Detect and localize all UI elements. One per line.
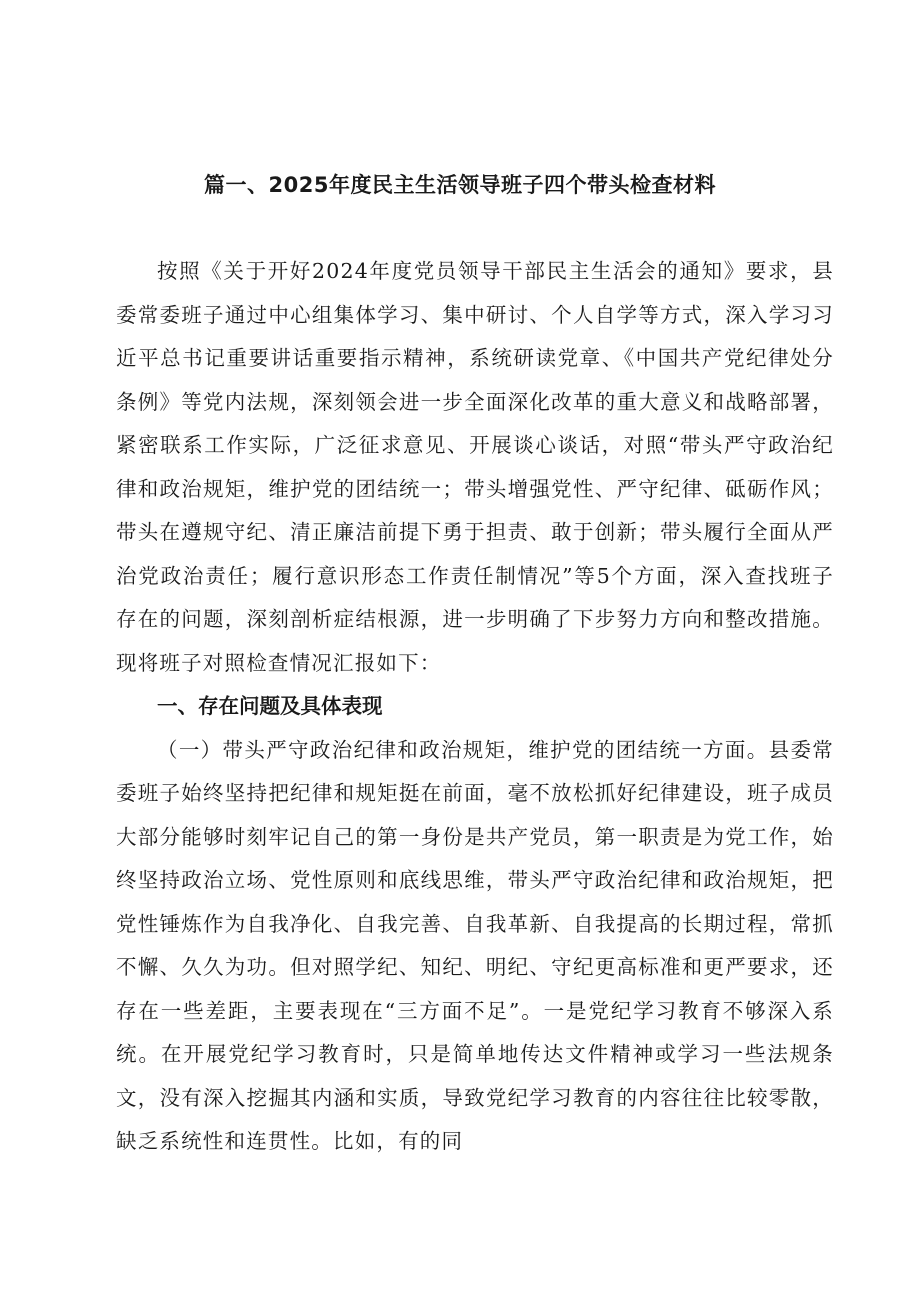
document-body	[116, 250, 834, 1164]
section-paragraph: （一）带头严守政治纪律和政治规矩，维护党的团结统一方面。县委常委班子始终坚持把纪律和规矩挺在前面，毫不放松抓好纪律建设，班子成员大部分能够时刻牢记自己的第一身份是共产党员，第一职责是为党工作，始终坚持政治立场、党性原则和底线思维，带头严守政治纪律和政治规矩，把党性锤炼作为自我净化、自我完善、自我革新、自我提高的长期过程，常抓不懈、久久为功。但对照学纪、知纪、明纪、守纪更高标准和更严要求，还存在一些差距，主要表现在“三方面不足”。一是党纪学习教育不够深入系统。在开展党纪学习教育时，只是简单地传达文件精神或学习一些法规条文，没有深入挖掘其内涵和实质，导致党纪学习教育的内容往往比较零散，缺乏系统性和连贯性。比如，有的同	[116, 737, 834, 1153]
document-title: 篇一、2025年度民主生活领导班子四个带头检查材料	[204, 173, 716, 197]
intro-paragraph: 按照《关于开好2024年度党员领导干部民主生活会的通知》要求，县委常委班子通过中心组集体学习、集中研讨、个人自学等方式，深入学习习近平总书记重要讲话重要指示精神，系统研读党章、《中国共产党纪律处分条例》等党内法规，深刻领会进一步全面深化改革的重大意义和战略部署，紧密联系工作实际，广泛征求意见、开展谈心谈话，对照“带头严守政治纪律和政治规矩，维护党的团结统一；带头增强党性、严守纪律、砥砺作风；带头在遵规守纪、清正廉洁前提下勇于担责、敢于创新；带头履行全面从严治党政治责任；履行意识形态工作责任制情况”等5个方面，深入查找班子存在的问题，深刻剖析症结根源，进一步明确了下步努力方向和整改措施。现将班子对照检查情况汇报如下：	[116, 259, 834, 675]
section-heading: 一、存在问题及具体表现	[157, 694, 383, 718]
